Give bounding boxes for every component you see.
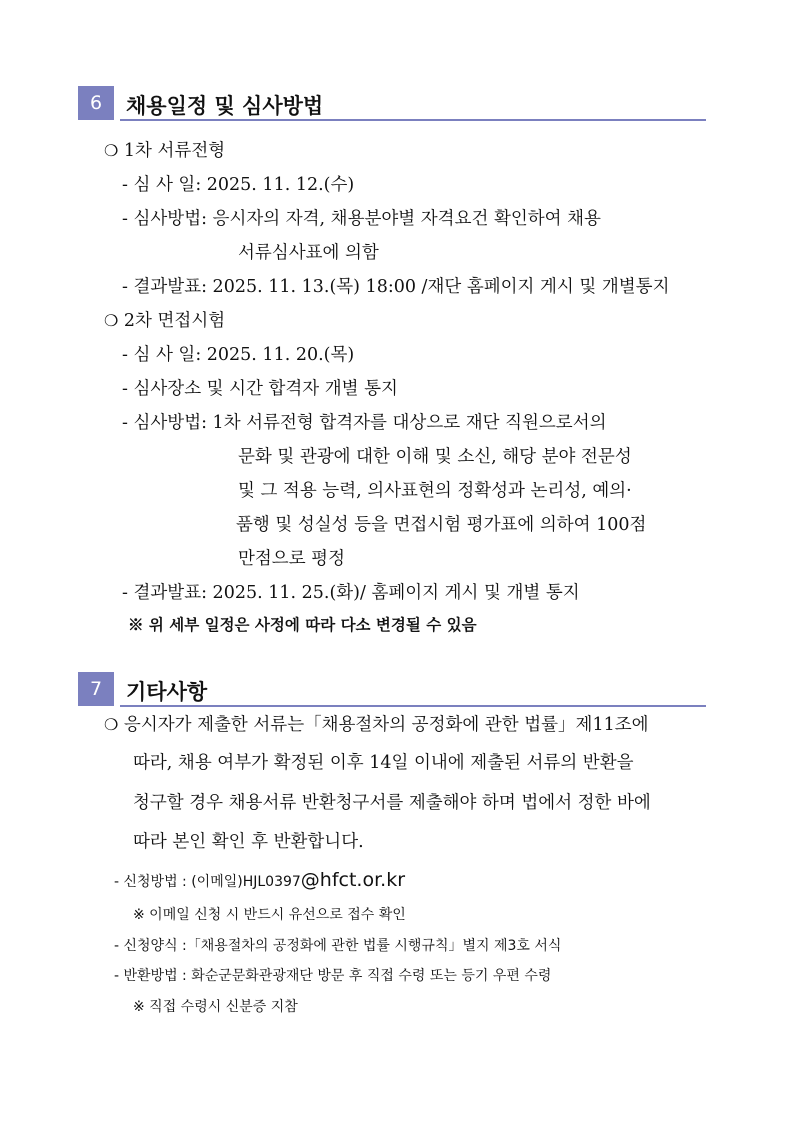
return-paragraph-line-1 bbox=[104, 711, 649, 736]
stage-1-method-line-2: 서류심사표에 의함 bbox=[238, 243, 379, 263]
stage-2-method-line-5: 만점으로 평정 bbox=[238, 549, 345, 569]
stage-1-date: - 심 사 일: 2025. 11. 12.(수) bbox=[122, 175, 355, 195]
stage-2-title: 2차 면접시험 bbox=[123, 311, 226, 331]
stage-1-heading bbox=[104, 137, 225, 162]
stage-2-heading bbox=[104, 307, 225, 332]
return-paragraph-line-3: 청구할 경우 채용서류 반환청구서를 제출해야 하며 법에서 정한 바에 bbox=[133, 793, 651, 813]
section-divider bbox=[120, 119, 706, 121]
schedule-change-note: ※ 위 세부 일정은 사정에 따라 다소 변경될 수 있음 bbox=[128, 615, 477, 634]
section-number-6: 6 bbox=[78, 86, 114, 120]
email-confirm-note: ※ 이메일 신청 시 반드시 유선으로 접수 확인 bbox=[133, 907, 406, 923]
stage-2-method-line-1: - 심사방법: 1차 서류전형 합격자를 대상으로 재단 직원으로서의 bbox=[122, 413, 607, 433]
section-title-schedule: 채용일정 및 심사방법 bbox=[126, 94, 324, 118]
email-address: @hfct.or.kr bbox=[300, 869, 406, 891]
stage-1-result: - 결과발표: 2025. 11. 13.(목) 18:00 /재단 홈페이지 게시 및 개별통지 bbox=[122, 277, 670, 297]
stage-2-method-line-2: 문화 및 관광에 대한 이해 및 소신, 해당 분야 전문성 bbox=[238, 447, 632, 467]
stage-2-method-line-4: 품행 및 성실성 등을 면접시험 평가표에 의하여 100점 bbox=[236, 515, 647, 535]
stage-1-method-line-1: - 심사방법: 응시자의 자격, 채용분야별 자격요건 확인하여 채용 bbox=[122, 209, 601, 229]
apply-method-label: - 신청방법 : (이메일)HJL0397 bbox=[114, 874, 301, 890]
return-method: - 반환방법 : 화순군문화관광재단 방문 후 직접 수령 또는 등기 우편 수령 bbox=[114, 968, 552, 984]
stage-1-title: 1차 서류전형 bbox=[123, 141, 226, 161]
section-number-7: 7 bbox=[78, 672, 114, 706]
circle-bullet-icon: ❍ bbox=[104, 715, 119, 734]
stage-2-result: - 결과발표: 2025. 11. 25.(화)/ 홈페이지 게시 및 개별 통지 bbox=[122, 583, 580, 603]
circle-bullet-icon: ❍ bbox=[104, 141, 119, 160]
circle-bullet-icon: ❍ bbox=[104, 311, 119, 330]
stage-2-method-line-3: 및 그 적용 능력, 의사표현의 정확성과 논리성, 예의· bbox=[238, 481, 632, 501]
return-paragraph-line-4: 따라 본인 확인 후 반환합니다. bbox=[133, 832, 364, 852]
stage-2-place: - 심사장소 및 시간 합격자 개별 통지 bbox=[122, 379, 398, 399]
return-paragraph-text-1: 응시자가 제출한 서류는「채용절차의 공정화에 관한 법률」제11조에 bbox=[123, 715, 649, 735]
apply-method bbox=[114, 869, 405, 891]
stage-2-date: - 심 사 일: 2025. 11. 20.(목) bbox=[122, 345, 355, 365]
id-card-note: ※ 직접 수령시 신분증 지참 bbox=[133, 999, 298, 1015]
section-divider bbox=[120, 705, 706, 707]
apply-form: - 신청양식 :「채용절차의 공정화에 관한 법률 시행규칙」별지 제3호 서식 bbox=[114, 938, 562, 954]
return-paragraph-line-2: 따라, 채용 여부가 확정된 이후 14일 이내에 제출된 서류의 반환을 bbox=[133, 753, 634, 773]
section-title-misc: 기타사항 bbox=[126, 680, 208, 704]
